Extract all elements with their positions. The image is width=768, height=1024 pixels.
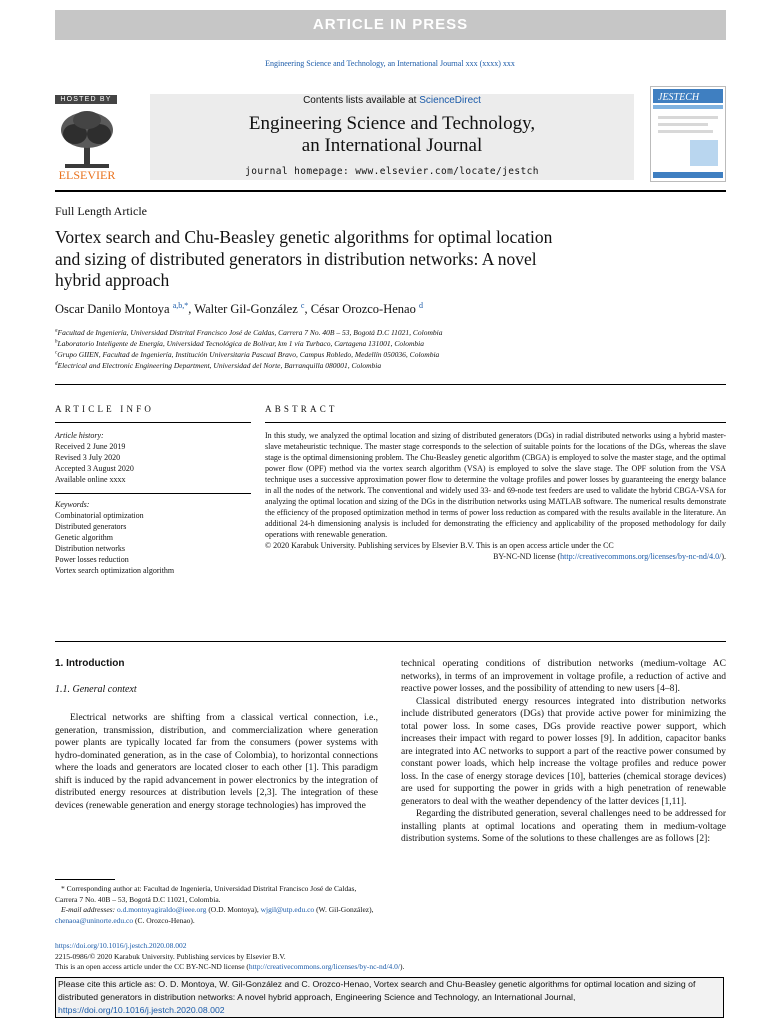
email-line bbox=[55, 905, 380, 926]
article-title-line: Vortex search and Chu-Beasley genetic algorithms for optimal location bbox=[55, 227, 553, 247]
history-item: Revised 3 July 2020 bbox=[55, 453, 121, 462]
abstract-copyright bbox=[265, 540, 726, 551]
email-link[interactable]: o.d.montoyagiraldo@ieee.org bbox=[116, 905, 207, 914]
journal-title bbox=[150, 113, 634, 157]
journal-reference-link[interactable]: Engineering Science and Technology, an International Journal xxx (xxxx) xxx bbox=[265, 59, 515, 68]
keywords bbox=[55, 499, 251, 576]
abstract-license bbox=[265, 551, 726, 562]
article-title-line: hybrid approach bbox=[55, 270, 170, 290]
author-affil-marker[interactable]: a,b,* bbox=[172, 301, 189, 310]
author-affil-marker[interactable]: d bbox=[418, 301, 423, 310]
article-in-press-banner: ARTICLE IN PRESS bbox=[55, 10, 726, 40]
email-owner: (O.D. Montoya), bbox=[208, 905, 259, 914]
intro-paragraph: technical operating conditions of distribution networks (medium-voltage AC networks), in terms of an improvement in voltage profile, a reduction of active and reactive power losses, and the possibility of attending to new users [4–8]. bbox=[401, 659, 726, 694]
affiliation bbox=[55, 339, 715, 348]
section-heading: 1. Introduction bbox=[55, 658, 125, 669]
intro-paragraph: Classical distributed energy resources integrated into distribution networks include distributed generators (DGs) that provide active power for minimizing the total power loss. In some cases, DGs provide reactive power support, which increases their impact with regard to power losses [9]. In addition, capacitor banks are integrated into AC networks to support a part of the reactive power consumed by constant power loads, which help increase the voltage profiles and reduce power loss. In the case of energy storage devices [10], batteries (chemical storage devices) are used for supporting the power in grids with a high penetration of renewable generators to deal with the weather dependency of the latter devices [1,11]. bbox=[401, 696, 726, 807]
affiliation-text: Electrical and Electronic Engineering Department, Universidad del Norte, Barranquilla 080001, Colombia bbox=[57, 361, 382, 370]
license-prefix: This is an open access article under the CC BY-NC-ND license ( bbox=[55, 962, 249, 971]
affiliation-text: Facultad de Ingeniería, Universidad Distrital Francisco José de Caldas, Carrera 7 No. 40B – 53, Bogotá D.C 11021, Colombia bbox=[57, 328, 443, 337]
article-info-heading: ARTICLE INFO bbox=[55, 404, 155, 414]
intro-right-column bbox=[401, 658, 726, 846]
header-rule bbox=[55, 190, 726, 192]
article-title-line: and sizing of distributed generators in distribution networks: A novel bbox=[55, 248, 537, 269]
keyword: Distribution networks bbox=[55, 544, 125, 553]
journal-title-line1: Engineering Science and Technology, bbox=[248, 113, 536, 134]
author-list: Oscar Danilo Montoya $^{a,b,*}$, Walter Gil-González $^c$, César Orozco-Henao $^d$ bbox=[55, 301, 423, 317]
affiliation-key: b bbox=[55, 339, 58, 345]
journal-homepage[interactable]: journal homepage: www.elsevier.com/locate/jestch bbox=[245, 166, 539, 177]
abstract-body bbox=[265, 430, 726, 562]
keywords-label: Keywords: bbox=[55, 500, 90, 509]
article-history bbox=[55, 430, 251, 485]
affiliation-text: Grupo GIIEN, Facultad de Ingeniería, Institución Universitaria Pascual Bravo, Campus Robledo, Medellín 050036, Colombia bbox=[57, 350, 440, 359]
affiliation-text: Laboratorio Inteligente de Energía, Universidad Tecnológica de Bolívar, km 1 vía Turbaco, Cartagena 131001, Colombia bbox=[57, 339, 425, 348]
article-info-rule bbox=[55, 422, 251, 423]
abstract-heading: ABSTRACT bbox=[265, 404, 338, 414]
elsevier-wordmark: ELSEVIER bbox=[58, 168, 116, 182]
subsection-heading: 1.1. General context bbox=[55, 684, 137, 695]
copyright-line1: © 2020 Karabuk University. Publishing services by Elsevier B.V. This is an open access article under the CC bbox=[265, 541, 614, 550]
license-link[interactable]: http://creativecommons.org/licenses/by-nc-nd/4.0/ bbox=[248, 962, 400, 971]
history-item: Available online xxxx bbox=[55, 475, 126, 484]
email-owner: (C. Orozco-Henao). bbox=[135, 915, 195, 925]
article-type: Full Length Article bbox=[55, 204, 147, 218]
keyword: Vortex search optimization algorithm bbox=[55, 566, 175, 575]
journal-cover-thumbnail[interactable] bbox=[650, 86, 726, 182]
abstract-text: In this study, we analyzed the optimal location and sizing of distributed generators (DGs) in radial distributed networks using a hybrid master-slave metaheuristic technique. The master stage corresponds to the selection of suitable points for the locations of the DGs, whereas the slave stage is the optimal dimensioning problem. The Chu-Beasley genetic algorithm (CBGA) is employed to solve the master stage, and the optimal power flow (OPF) method via the vortex search algorithm (VSA) is employed to solve the slave stage. The OPF solution from the VSA technique uses a successive approximation power flow to determine the voltage profiles and power losses by guaranteeing the energy balance in all the nodes of the network. The conventional and widely used 33- and 69-node test feeders are used to validate the hybrid CBGA-VSA for analyzing the optimal location and sizing of the DGs in the distribution networks using MATLAB software. The numerical results demonstrate the efficiency of the proposed optimization method in terms of power loss reduction as compared with the results available in the literature. An additional 24-h dimensioning analysis is included for demonstrating the efficiency and applicability of the proposed methodology for daily operations with renewable generation. bbox=[265, 431, 726, 539]
keyword: Power losses reduction bbox=[55, 555, 129, 564]
affiliation bbox=[55, 328, 715, 337]
elsevier-tree-icon bbox=[55, 106, 119, 182]
author-affil-marker[interactable]: c bbox=[300, 301, 305, 310]
article-title bbox=[55, 227, 695, 292]
body-rule bbox=[55, 641, 726, 642]
author-name[interactable]: Oscar Danilo Montoya bbox=[55, 302, 170, 317]
email-label: E-mail addresses: bbox=[61, 905, 116, 914]
license-suffix: ). bbox=[399, 962, 405, 971]
contents-prefix: Contents lists available at bbox=[303, 95, 420, 106]
corresponding-author: * Corresponding author at: Facultad de Ingeniería, Universidad Distrital Francisco José de Caldas, Carrera 7 No. 40B – 53, Bogotá D.C 11021, Colombia. bbox=[55, 884, 357, 904]
affiliation-key: d bbox=[55, 361, 58, 367]
license-link[interactable]: http://creativecommons.org/licenses/by-nc-nd/4.0/ bbox=[560, 552, 722, 561]
keyword: Genetic algorithm bbox=[55, 533, 113, 542]
journal-cover-image bbox=[650, 86, 726, 182]
abstract-rule bbox=[265, 422, 726, 423]
cover-label: JESTECH bbox=[658, 92, 700, 103]
affiliation bbox=[55, 350, 715, 359]
intro-paragraph: Regarding the distributed generation, several challenges need to be addressed for installing plants at optimal locations and operating them in medium-voltage distribution systems. Some of the solutions to these challenges are as follows [2]: bbox=[401, 809, 726, 844]
please-cite-box bbox=[55, 977, 724, 1018]
footnote-rule bbox=[55, 879, 115, 880]
issn-line: 2215-0986/© 2020 Karabuk University. Publishing services by Elsevier B.V. bbox=[55, 951, 286, 961]
sciencedirect-link[interactable]: ScienceDirect bbox=[419, 95, 481, 106]
affiliation-key: c bbox=[55, 350, 58, 356]
doi-link[interactable]: https://doi.org/10.1016/j.jestch.2020.08.002 bbox=[55, 941, 187, 950]
elsevier-logo[interactable] bbox=[55, 106, 119, 182]
bottom-matter bbox=[55, 941, 726, 973]
contents-line bbox=[150, 95, 634, 106]
history-label: Article history: bbox=[55, 431, 104, 440]
author-name[interactable]: César Orozco-Henao bbox=[310, 302, 416, 317]
journal-title-line2: an International Journal bbox=[301, 135, 483, 156]
email-owner: (W. Gil-González), bbox=[316, 905, 374, 914]
license-suffix: ). bbox=[721, 552, 726, 561]
keyword: Combinatorial optimization bbox=[55, 511, 144, 520]
history-item: Accepted 3 August 2020 bbox=[55, 464, 134, 473]
keyword: Distributed generators bbox=[55, 522, 127, 531]
email-link[interactable]: wjgil@utp.edu.co bbox=[260, 905, 315, 914]
hosted-by-label: HOSTED BY bbox=[55, 95, 117, 104]
keywords-rule bbox=[55, 493, 251, 494]
license-prefix: BY-NC-ND license ( bbox=[493, 552, 561, 561]
intro-left-paragraph: Electrical networks are shifting from a classical vertical connection, i.e., generation, transmission, distribution, and commercialization where generation power plants are typically located far from the consumers (power systems with hydro-dominated generation, as in the case of Colombia), to horizontal connections where the loads and generators are located closer to each other [1]. This paradigm shift is induced by the rapid advancement in power electronics by the integration of distributed energy resources at distribution levels [2,3]. The integration of these devices (renewable generation and energy storage technologies) has improved the bbox=[55, 713, 378, 811]
please-cite-doi-link[interactable]: https://doi.org/10.1016/j.jestch.2020.08.002 bbox=[58, 1005, 225, 1015]
license-line bbox=[55, 962, 726, 973]
affiliations-rule bbox=[55, 384, 726, 385]
author-name[interactable]: Walter Gil-González bbox=[194, 302, 298, 317]
affiliation bbox=[55, 361, 715, 370]
email-link[interactable]: chenaoa@uninorte.edu.co bbox=[55, 915, 134, 925]
please-cite-text: Please cite this article as: O. D. Montoya, W. Gil-González and C. Orozco-Henao, Vortex search and Chu-Beasley genetic algorithms for optimal location and sizing of distributed generators in distribution networks: A novel hybrid approach, Engineering Science and Technology, an International Journal, bbox=[58, 979, 696, 1002]
history-item: Received 2 June 2019 bbox=[55, 442, 126, 451]
affiliation-key: a bbox=[55, 328, 58, 334]
corresponding-footnote bbox=[55, 884, 380, 926]
